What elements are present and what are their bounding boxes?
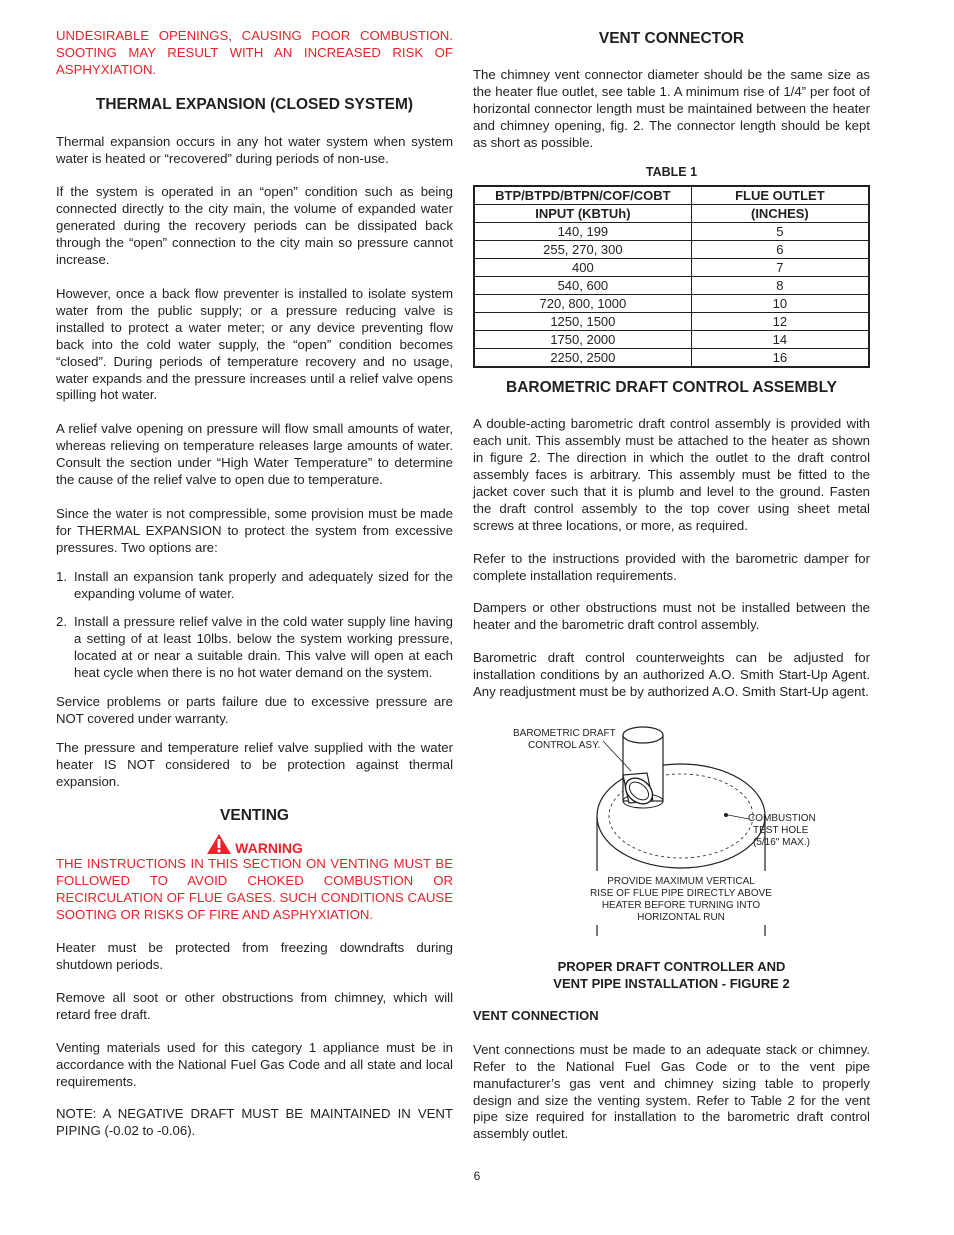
table-header-cell: INPUT (KBTUh) xyxy=(474,205,691,223)
table-cell: 10 xyxy=(691,295,869,313)
table-row xyxy=(474,349,869,368)
table-cell: 2250, 2500 xyxy=(474,349,691,368)
figure-label-rise-2: RISE OF FLUE PIPE DIRECTLY ABOVE xyxy=(590,887,772,899)
barometric-heading: BAROMETRIC DRAFT CONTROL ASSEMBLY xyxy=(506,379,837,397)
option-1 xyxy=(56,569,453,603)
vent-connector-paragraph: The chimney vent connector diameter should be the same size as the heater flue outlet, see table 1. A minimum rise of 1/4” per foot of horizontal connector length must be maintained between the heater and chimney opening, fig. 2. The connector length should be kept as short as possible. xyxy=(473,66,870,150)
table-1-title: TABLE 1 xyxy=(645,165,698,180)
table-header-cell: FLUE OUTLET xyxy=(691,186,869,205)
barometric-paragraph-3: Dampers or other obstructions must not be installed between the heater and the barometric draft control assembly. xyxy=(473,600,870,633)
figure-caption-line-2: VENT PIPE INSTALLATION - FIGURE 2 xyxy=(553,975,790,991)
warning-triangle-icon xyxy=(206,833,232,855)
flue-pipe-opening xyxy=(623,727,663,743)
table-cell: 140, 199 xyxy=(474,223,691,241)
option-2 xyxy=(56,614,453,682)
table-row xyxy=(474,259,869,277)
flue-outlet-table xyxy=(473,185,870,368)
thermal-paragraph-1: Thermal expansion occurs in any hot water system when system water is heated or “recovered” during periods of non-use. xyxy=(56,133,453,166)
draft-controller-figure xyxy=(473,721,870,936)
table-cell: 5 xyxy=(691,223,869,241)
left-column xyxy=(56,28,453,1140)
thermal-paragraph-3: However, once a back flow preventer is installed to isolate system water from the public supply; or a pressure reducing valve is installed to protect a water meter; or any device preventing flow back into the cold water supply, the “open” condition becomes “closed”. During periods of temperature recovery and no usage, water expands and the pressure increases until a relief valve opens spilling hot water. xyxy=(56,285,453,403)
figure-caption-line-1: PROPER DRAFT CONTROLLER AND xyxy=(557,958,786,974)
thermal-paragraph-4: A relief valve opening on pressure will flow small amounts of water, whereas relieving on temperature releases large amounts of water. Consult the section under “High Water Temperature” to determine the cause of the relief valve to open due to temperature. xyxy=(56,421,453,488)
vent-connection-paragraph: Vent connections must be made to an adequate stack or chimney. Refer to the National Fuel Gas Code or to the vent pipe manufacturer’s gas vent and chimney sizing table to properly design and size the venting system. Refer to Table 2 for the vent pipe size required for installation to the barometric draft control assembly outlet. xyxy=(473,1041,870,1142)
figure-label-rise-1: PROVIDE MAXIMUM VERTICAL xyxy=(607,875,755,887)
option-2-text: Install a pressure relief valve in the cold water supply line having a setting of at least 10lbs. below the system working pressure, located at or near a suitable drain. This valve will open at each heat cycle when there is no hot water demand on the system. xyxy=(74,614,453,681)
table-cell: 7 xyxy=(691,259,869,277)
table-cell: 14 xyxy=(691,331,869,349)
thermal-paragraph-6: Service problems or parts failure due to excessive pressure are NOT covered under warranty. xyxy=(56,694,453,726)
option-1-number: 1. xyxy=(56,568,67,584)
table-row xyxy=(474,313,869,331)
warning-label: WARNING xyxy=(235,839,303,856)
venting-heading: VENTING xyxy=(220,806,289,824)
figure-label-hole-1: COMBUSTION xyxy=(748,812,816,824)
table-cell: 1750, 2000 xyxy=(474,331,691,349)
figure-label-draft-1: BAROMETRIC DRAFT xyxy=(513,727,616,739)
combustion-test-hole xyxy=(724,813,728,817)
option-1-text: Install an expansion tank properly and adequately sized for the expanding volume of water. xyxy=(74,568,453,601)
option-2-number: 2. xyxy=(56,614,67,630)
table-cell: 6 xyxy=(691,241,869,259)
venting-paragraph-4: NOTE: A NEGATIVE DRAFT MUST BE MAINTAINED IN VENT PIPING (-0.02 to -0.06). xyxy=(56,1106,453,1139)
thermal-paragraph-2: If the system is operated in an “open” condition such as being connected directly to the city main, the volume of expanded water generated during the recovery periods can be dissipated back through the “open” connection to the city main so pressure cannot increase. xyxy=(56,184,453,268)
barometric-paragraph-2: Refer to the instructions provided with the barometric damper for complete installation requirements. xyxy=(473,550,870,583)
figure-label-hole-2: TEST HOLE xyxy=(753,824,809,836)
table-header-row xyxy=(474,205,869,223)
page-number: 6 xyxy=(473,1169,481,1183)
table-header-cell: (INCHES) xyxy=(691,205,869,223)
table-cell: 8 xyxy=(691,277,869,295)
heater-top-cover xyxy=(597,764,765,868)
right-column xyxy=(473,28,870,1143)
table-row xyxy=(474,241,869,259)
figure-label-hole-3: (5/16" MAX.) xyxy=(753,836,810,848)
table-row xyxy=(474,295,869,313)
table-header-row xyxy=(474,186,869,205)
table-cell: 720, 800, 1000 xyxy=(474,295,691,313)
table-cell: 400 xyxy=(474,259,691,277)
table-cell: 12 xyxy=(691,313,869,331)
vent-connection-heading: VENT CONNECTION xyxy=(473,1007,599,1023)
figure-label-draft-2: CONTROL ASY. xyxy=(528,739,601,751)
warning-continuation: UNDESIRABLE OPENINGS, CAUSING POOR COMBUSTION. SOOTING MAY RESULT WITH AN INCREASED RISK OF ASPHYXIATION. xyxy=(56,28,453,77)
table-row xyxy=(474,277,869,295)
thermal-expansion-heading: THERMAL EXPANSION (CLOSED SYSTEM) xyxy=(95,95,414,113)
table-cell: 255, 270, 300 xyxy=(474,241,691,259)
figure-label-rise-3: HEATER BEFORE TURNING INTO xyxy=(601,899,761,911)
venting-warning-label xyxy=(56,833,453,857)
table-header-cell: BTP/BTPD/BTPN/COF/COBT xyxy=(474,186,691,205)
figure-label-rise-4: HORIZONTAL RUN xyxy=(637,911,725,923)
table-cell: 1250, 1500 xyxy=(474,313,691,331)
table-cell: 16 xyxy=(691,349,869,368)
table-cell: 540, 600 xyxy=(474,277,691,295)
barometric-paragraph-4: Barometric draft control counterweights can be adjusted for installation conditions by an authorized A.O. Smith Start-Up Agent. Any readjustment must be by authorized A.O. Smith Start-Up agent. xyxy=(473,650,870,700)
venting-paragraph-3: Venting materials used for this category 1 appliance must be in accordance with the National Fuel Gas Code and all state and local requirements. xyxy=(56,1039,453,1089)
thermal-paragraph-7: The pressure and temperature relief valve supplied with the water heater IS NOT considered to be protection against thermal expansion. xyxy=(56,739,453,789)
table-row xyxy=(474,331,869,349)
thermal-paragraph-5: Since the water is not compressible, some provision must be made for THERMAL EXPANSION to protect the system from excessive pressures. Two options are: xyxy=(56,505,453,555)
venting-paragraph-2: Remove all soot or other obstructions from chimney, which will retard free draft. xyxy=(56,989,453,1022)
barometric-paragraph-1: A double-acting barometric draft control assembly is provided with each unit. This assembly must be attached to the heater as shown in figure 2. The direction in which the outlet to the draft control assembly faces is arbitrary. This assembly must be fitted to the jacket cover such that it is plumb and level to the ground. Fasten the draft control assembly to the top cover using sheet metal screws at three locations, or more, as required. xyxy=(473,416,870,533)
vent-connector-heading: VENT CONNECTOR xyxy=(598,30,745,47)
table-row xyxy=(474,223,869,241)
venting-warning-text: THE INSTRUCTIONS IN THIS SECTION ON VENTING MUST BE FOLLOWED TO AVOID CHOKED COMBUSTION OR RECIRCULATION OF FLUE GASES. SUCH CONDITIONS CAUSE SOOTING OR RISKS OF FIRE AND ASPHYXIATION. xyxy=(56,856,453,923)
venting-paragraph-1: Heater must be protected from freezing downdrafts during shutdown periods. xyxy=(56,940,453,972)
